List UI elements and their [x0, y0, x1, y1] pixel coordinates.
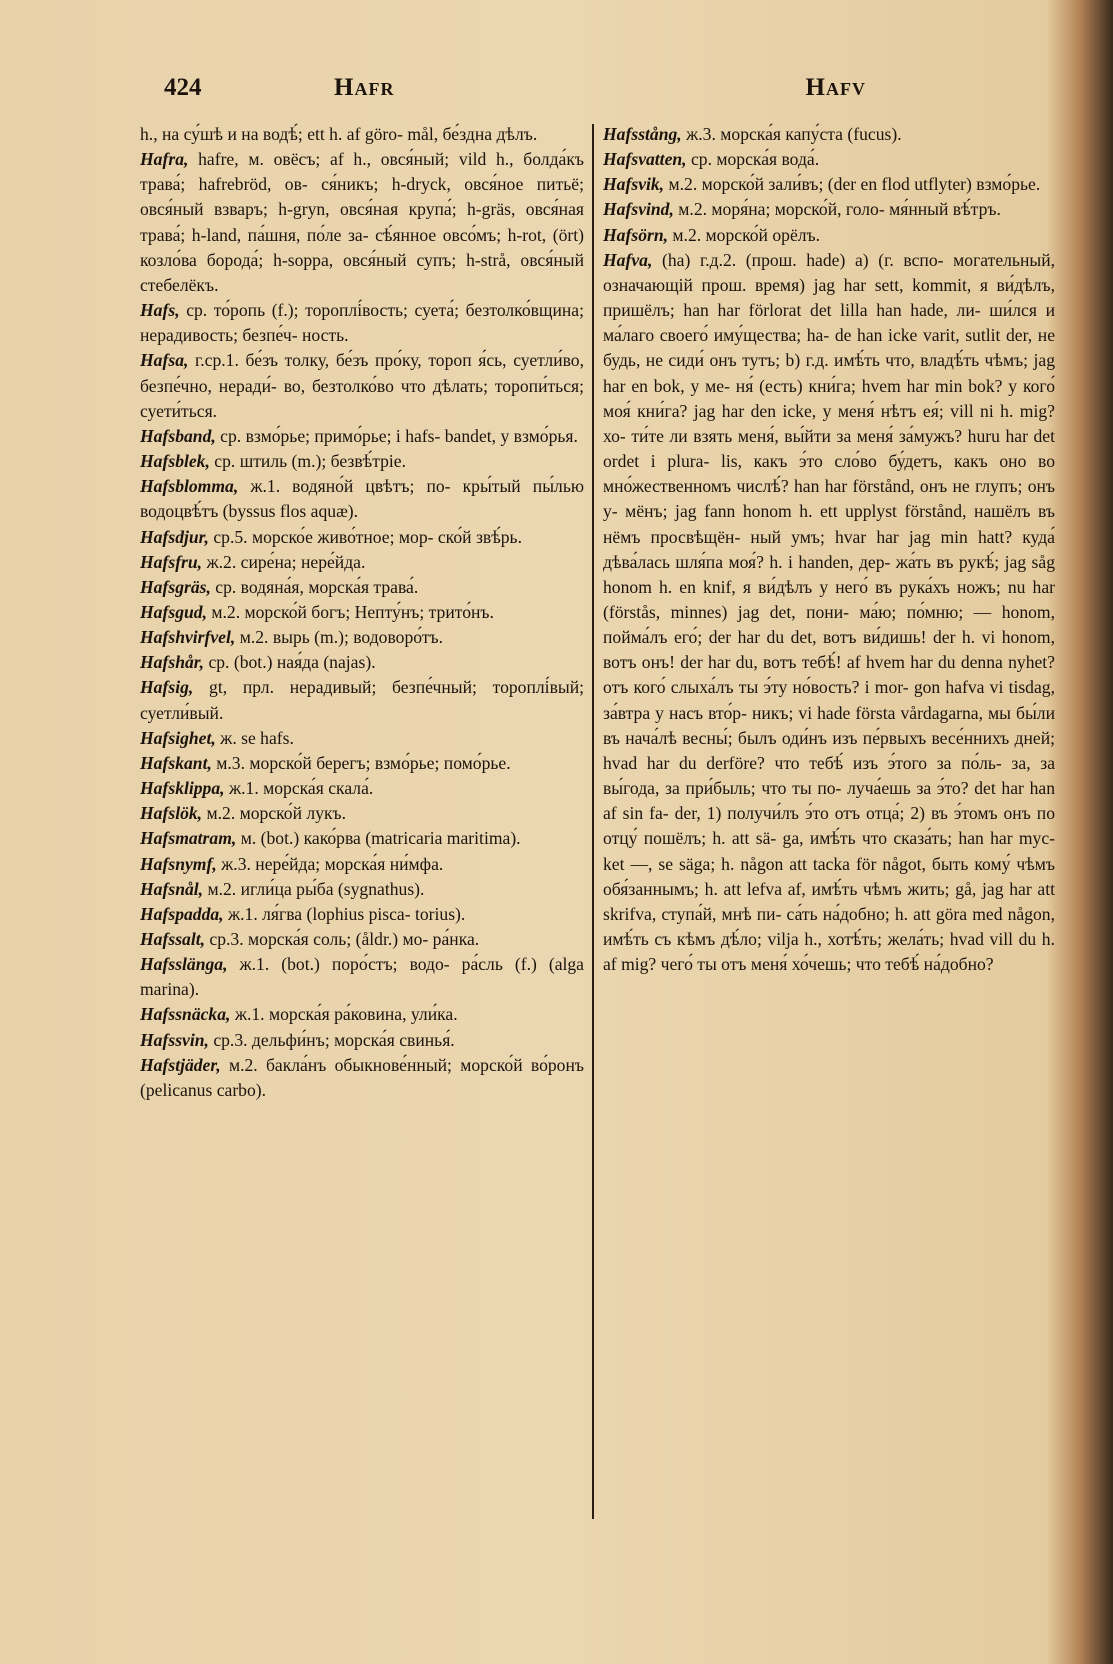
entry-definition: м.2. игли́ца ры́ба (sygnathus).: [207, 878, 425, 899]
dictionary-entry: [140, 298, 584, 348]
entry-definition: м.2. морско́й лукъ.: [206, 803, 347, 824]
headword: Hafsband,: [140, 425, 216, 446]
dictionary-entry: [140, 650, 584, 675]
entry-definition: г.ср.1. бе́зъ толку, бе́зъ про́ку, тороп я́сь, суетли́во, безпе́чно, неради́- во, безтолко́во что дѣлать; торопи́ться; суети́ться.: [140, 350, 584, 421]
entry-definition: м. (bot.) како́рва (matricaria maritima).: [240, 828, 521, 849]
entry-definition: ср.3. дельфи́нъ; морска́я свинья́.: [213, 1029, 455, 1050]
headword: Hafslök,: [140, 803, 203, 824]
dictionary-entry: [603, 147, 1055, 172]
left-column: [140, 122, 584, 1527]
dictionary-entry: [140, 600, 584, 625]
headword: Hafsighet,: [140, 727, 216, 748]
headword: Hafskant,: [140, 752, 212, 773]
guide-word-left: Hafr: [334, 74, 395, 101]
dictionary-entry: [140, 826, 584, 851]
entry-definition: ср. взмо́рье; примо́рье; i hafs- bandet, у взмо́рья.: [220, 425, 578, 446]
dictionary-entry: [140, 952, 584, 1002]
dictionary-entry: [140, 902, 584, 927]
entry-definition: м.2. моря́на; морско́й, голо- мя́нный вѣ́тръ.: [678, 199, 1001, 220]
entry-definition: ж. se hafs.: [220, 727, 294, 748]
dictionary-entry: [140, 575, 584, 600]
entry-definition: м.2. бакла́нъ обыкнове́нный; морско́й во́ронъ (pelicanus carbo).: [140, 1054, 584, 1100]
entry-definition: ж.1. морска́я скала́.: [228, 778, 374, 799]
guide-word-right: Hafv: [805, 74, 866, 101]
entry-definition: ср.5. морско́е живо́тное; мор- ско́й звѣ́рь.: [213, 526, 522, 547]
headword: Hafsstång,: [603, 124, 682, 144]
entry-definition: h., на су́шѣ и на водѣ́; ett h. af göro- mål, бе́здна дѣлъ.: [140, 124, 538, 144]
dictionary-entry: [140, 550, 584, 575]
entry-definition: ж.3. морска́я капу́ста (fucus).: [686, 124, 902, 144]
entry-definition: ж.2. сире́на; нере́йда.: [206, 551, 366, 572]
dictionary-entry: [140, 675, 584, 725]
dictionary-entry: [140, 348, 584, 423]
headword: Hafsgräs,: [140, 576, 211, 597]
headword: Hafsklippa,: [140, 778, 225, 799]
dictionary-entry: [140, 449, 584, 474]
dictionary-entry: [140, 852, 584, 877]
dictionary-entry: [603, 223, 1055, 248]
dictionary-entry: [140, 147, 584, 298]
dictionary-entry: [603, 172, 1055, 197]
dictionary-entry: [140, 1053, 584, 1103]
entry-definition: ж.3. нере́йда; морска́я ни́мфа.: [221, 853, 444, 874]
headword: Hafsdjur,: [140, 526, 209, 547]
entry-definition: ж.1. (bot.) поро́стъ; водо- ра́сль (f.) (alga marina).: [140, 954, 584, 1000]
entry-definition: ср.3. морска́я соль; (åldr.) мо- ра́нка.: [209, 929, 480, 949]
dictionary-entry: [140, 1002, 584, 1027]
headword: Hafsgud,: [140, 601, 207, 622]
headword: Hafsblomma,: [140, 476, 239, 497]
headword: Hafssnäcka,: [140, 1004, 231, 1025]
entry-definition: ср. водяна́я, морска́я трава́.: [215, 576, 419, 597]
entry-definition: м.2. морско́й богъ; Непту́нъ; трито́нъ.: [211, 601, 494, 622]
entry-definition: ср. морска́я вода́.: [690, 149, 820, 170]
dictionary-entry: [140, 424, 584, 449]
headword: Hafsörn,: [603, 224, 669, 245]
headword: Hafsfru,: [140, 551, 203, 572]
entry-definition: ср. то́ропь (f.); тороплі́вость; суета́; безтолко́вщина; нерадивость; безпе́ч- ность.: [140, 300, 584, 346]
dictionary-entry: [603, 122, 1055, 147]
entry-definition: (ha) г.д.2. (прош. hade) a) (г. вспо- могательный, означающій прош. время) jag har sett, kommit, я ви́дѣлъ, пришёлъ; han har förlorat det lilla han hade, ли- ши́лся и ма́лаго своего́ иму́щества; ha- de han icke varit, sutlit der, не будь, не сиди́ онъ тутъ; b) г.д. имѣ́ть что, владѣ́ть чѣмъ; jag har en bok, у ме- ня́ (есть) кни́га; hvem har min bok? у кого́ моя́ кни́га? jag har den icke, у меня́ нѣтъ ея́; vill ni h. mig? хо- ти́те ли взять меня́, вы́йти за меня́ за́мужъ? huru har det ordet i plura- lis, какъ э́то сло́во бу́детъ, какъ оно во мно́жественномъ числѣ́? han har förstånd, онъ не глупъ; онъ у- мёнъ; jag fann honom h. ett upplyst förstånd, нашёлъ въ нёмъ просвѣщён- ный умъ; hvar har jag min hatt? куда́ дѣва́лась шля́па моя́? h. i handen, дер- жа́ть въ рукѣ́; jag såg honom h. en knif, я ви́дѣлъ у него́ въ рука́хъ ножъ; nu har (förstås, minnes) jag det, пони- ма́ю; по́мню; — honom, пойма́лъ его́; der har du det, вотъ ви́дишь! der h. vi honom, вотъ онъ! der har du, вотъ тебѣ́! af hvem har du denna nyhet? отъ кого́ слыха́лъ ты э́ту но́вость? i mor- gon hafva vi tisdag, за́втра у насъ вто́р- никъ; vi hade första vårdagarna, мы бы́ли въ нача́лѣ весны́; былъ оди́нъ изъ пе́рвыхъ весе́ннихъ дней; hvad har du derföre? что тебѣ́ изъ э́того за по́ль- за, за вы́года, за при́быль; что ты по- луча́ешь за э́то? det har han af sin fa- der, 1) получи́лъ э́то отъ отца́; 2) въ э́томъ онъ по отцу́ пошёлъ; h. att sä- ga, имѣ́ть что сказа́ть; han har myc- ket —, se säga; h. någon att tacka för något, быть кому́ чѣмъ обя́заннымъ; h. att lefva af, имѣ́ть чѣмъ жить; gå, jag har att skrifva, ступа́й, мнѣ пи- са́ть на́добно; h. att göra med någon, имѣ́ть съ кѣмъ дѣ́ло; vilja h., хотѣ́ть; жела́ть; hvad vill du h. af mig? чего́ ты отъ меня́ хо́чешь; что тебѣ́ на́добно?: [603, 249, 1055, 975]
headword: Hafsig,: [140, 677, 194, 698]
headword: Hafssvin,: [140, 1029, 209, 1050]
dictionary-entry: [140, 1028, 584, 1053]
headword: Hafsvatten,: [603, 149, 687, 170]
entry-definition: м.2. морско́й орёлъ.: [672, 224, 821, 245]
headword: Hafsvind,: [603, 199, 674, 220]
dictionary-entry: [140, 801, 584, 826]
page-number: 424: [164, 74, 202, 101]
dictionary-entry: [140, 525, 584, 550]
headword: Hafva,: [603, 249, 653, 270]
page-header: [164, 74, 866, 108]
entry-definition: м.3. морско́й берегъ; взмо́рье; помо́рье.: [216, 752, 511, 773]
entry-definition: ср. штиль (m.); безвѣ́тріе.: [214, 451, 406, 472]
headword: Hafs,: [140, 300, 180, 321]
entry-definition: gt, прл. нерадивый; безпе́чный; тороплі́вый; суетли́вый.: [140, 677, 584, 723]
dictionary-entry: [603, 248, 1055, 978]
headword: Hafstjäder,: [140, 1054, 221, 1075]
headword: Hafsnål,: [140, 878, 204, 899]
entry-definition: ж.1. морска́я ра́ковина, ули́ка.: [234, 1004, 458, 1025]
column-divider: [592, 124, 594, 1519]
entry-definition: ж.1. ля́гва (lophius pisca- torius).: [227, 903, 466, 924]
headword: Hafsvik,: [603, 174, 665, 195]
headword: Hafshår,: [140, 652, 205, 673]
headword: Hafsmatram,: [140, 828, 237, 849]
dictionary-entry: [140, 776, 584, 801]
right-column: [603, 122, 1055, 1527]
dictionary-entry: [140, 474, 584, 524]
dictionary-entry: [140, 927, 584, 952]
headword: Hafspadda,: [140, 903, 224, 924]
entry-definition: ж.1. водяно́й цвѣтъ; по- кры́тый пы́лью водоцвѣ́тъ (byssus flos aquæ).: [140, 476, 584, 522]
dictionary-entry: [140, 751, 584, 776]
headword: Hafsnymf,: [140, 853, 217, 874]
entry-definition: hafre, м. овёсъ; af h., овся́ный; vild h., болда́къ трава́; hafrebröd, ов- ся́никъ; h-dryck, овся́ное питьё; овся́ный взваръ; h-gryn, овся́ная крупа́; h-gräs, овся́ная трава́; h-land, па́шня, по́ле за- сѣ́янное овсо́мъ; h-rot, (ört) козло́ва борода́; h-soppa, овся́ный супъ; h-strå, овся́ный стебелёкъ.: [140, 149, 584, 295]
headword: Hafsblek,: [140, 451, 210, 472]
headword: Hafsa,: [140, 350, 189, 371]
headword: Hafssalt,: [140, 929, 206, 949]
entry-definition: ср. (bot.) ная́да (najas).: [208, 652, 376, 673]
entry-definition: м.2. морско́й зали́въ; (der en flod utflyter) взмо́рье.: [668, 174, 1041, 195]
dictionary-entry: [140, 122, 584, 147]
headword: Hafshvirfvel,: [140, 627, 236, 648]
entry-definition: м.2. вырь (m.); водоворо́тъ.: [239, 627, 444, 648]
dictionary-entry: [603, 197, 1055, 222]
headword: Hafra,: [140, 149, 189, 170]
dictionary-entry: [140, 726, 584, 751]
dictionary-entry: [140, 625, 584, 650]
dictionary-entry: [140, 877, 584, 902]
headword: Hafsslänga,: [140, 954, 228, 975]
